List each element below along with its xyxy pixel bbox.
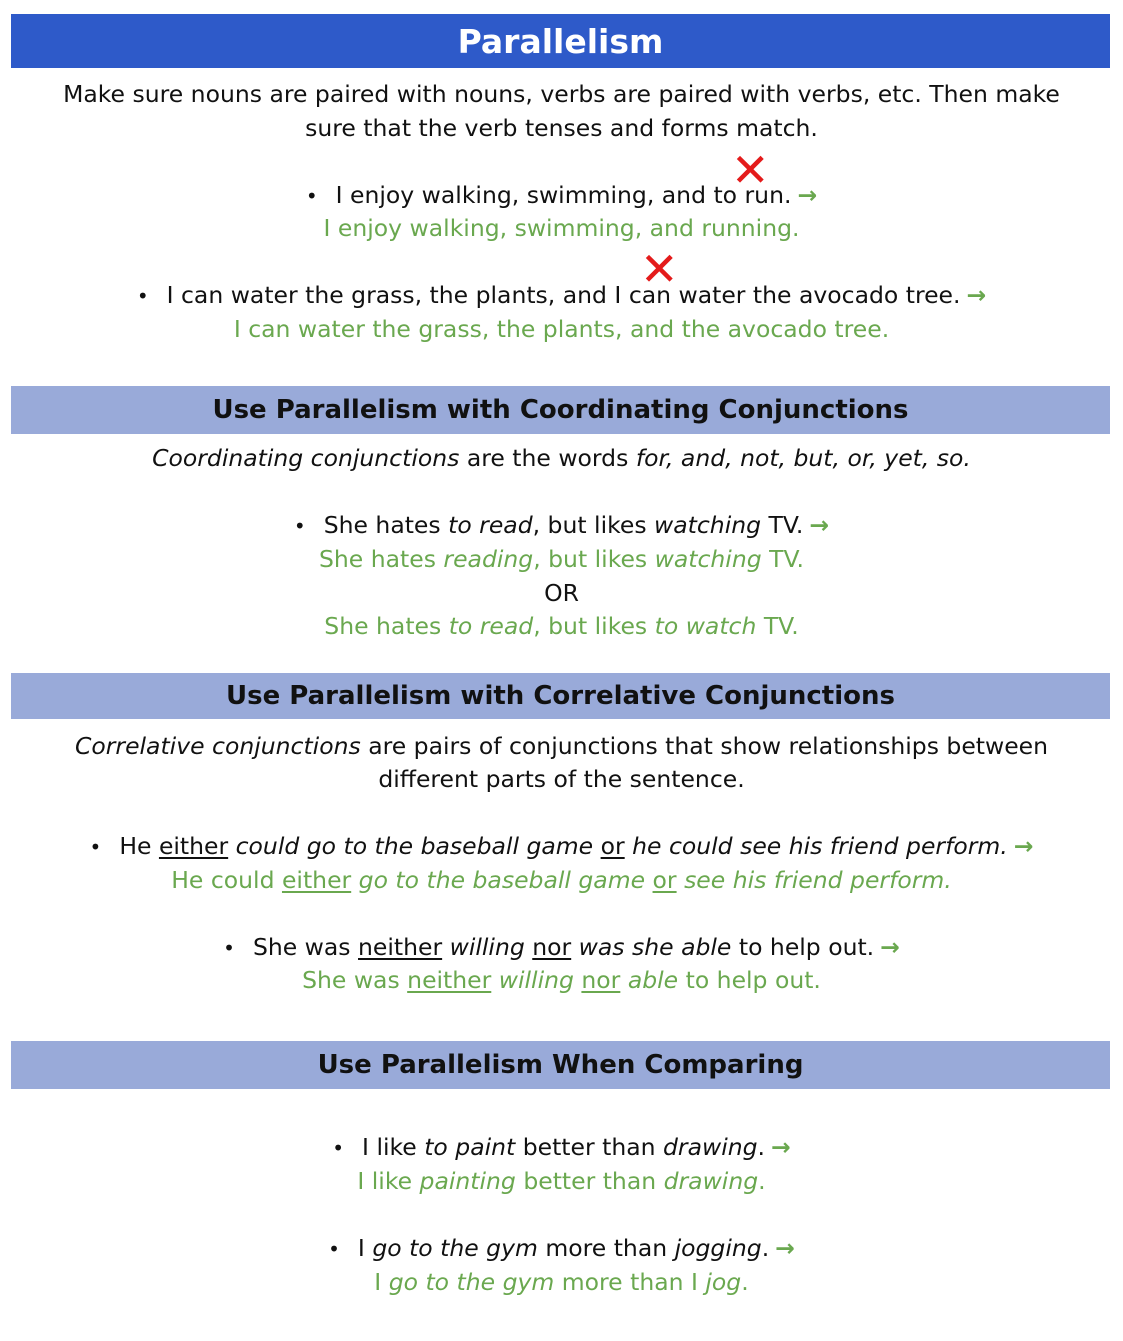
arrow-right-icon: → — [775, 1234, 795, 1262]
bullet-icon: • — [293, 514, 306, 538]
bullet-icon: • — [328, 1237, 340, 1261]
arrow-right-icon: → — [771, 1133, 791, 1161]
intro-line-2: sure that the verb tenses and forms match. — [305, 114, 818, 142]
page-title: Parallelism — [11, 14, 1110, 68]
example-wrong: • He either could go to the baseball game or he could see his friend perform. → — [0, 829, 1123, 864]
cross-mark-icon: ✕ — [640, 242, 679, 296]
arrow-right-icon: → — [1013, 832, 1034, 860]
example-wrong: • I enjoy walking, swimming, and to run. → — [0, 178, 1123, 213]
bullet-icon: • — [89, 835, 102, 859]
arrow-right-icon: → — [880, 933, 900, 961]
definition-coordinating: Coordinating conjunctions are the words for, and, not, but, or, yet, so. — [152, 444, 971, 472]
bullet-icon: • — [223, 936, 235, 960]
or-separator: OR — [544, 579, 579, 607]
example-wrong: • I go to the gym more than jogging. → — [0, 1231, 1123, 1266]
arrow-right-icon: → — [966, 281, 987, 309]
example-correct: I like painting better than drawing. — [357, 1167, 766, 1195]
example-correct: I enjoy walking, swimming, and running. — [323, 214, 800, 242]
example-correct: I can water the grass, the plants, and the avocado tree. — [233, 315, 890, 343]
example-wrong: • I can water the grass, the plants, and I can water the avocado tree. → — [0, 278, 1123, 313]
example-correct: I go to the gym more than I jog. — [374, 1268, 749, 1296]
arrow-right-icon: → — [797, 181, 818, 209]
section-heading-correlative: Use Parallelism with Correlative Conjunctions — [11, 673, 1110, 719]
example-wrong: • I like to paint better than drawing. → — [0, 1130, 1123, 1165]
section-heading-comparing: Use Parallelism When Comparing — [11, 1041, 1110, 1089]
example-correct: She hates reading, but likes watching TV. — [319, 545, 804, 573]
example-correct: She hates to read, but likes to watch TV. — [324, 612, 799, 640]
definition-correlative-line-2: different parts of the sentence. — [378, 765, 745, 793]
section-heading-coordinating: Use Parallelism with Coordinating Conjunctions — [11, 386, 1110, 434]
example-correct: He could either go to the baseball game or see his friend perform. — [171, 866, 952, 894]
example-correct: She was neither willing nor able to help out. — [302, 966, 821, 994]
intro-line-1: Make sure nouns are paired with nouns, verbs are paired with verbs, etc. Then make — [63, 80, 1060, 108]
bullet-icon: • — [332, 1136, 345, 1160]
bullet-icon: • — [136, 284, 149, 308]
example-wrong: • She hates to read, but likes watching TV. → — [0, 508, 1123, 543]
definition-correlative: Correlative conjunctions are pairs of conjunctions that show relationships between — [74, 732, 1049, 760]
cross-mark-icon: ✕ — [731, 143, 770, 197]
bullet-icon: • — [305, 184, 318, 208]
example-wrong: • She was neither willing nor was she able to help out. → — [0, 930, 1123, 965]
arrow-right-icon: → — [809, 511, 830, 539]
